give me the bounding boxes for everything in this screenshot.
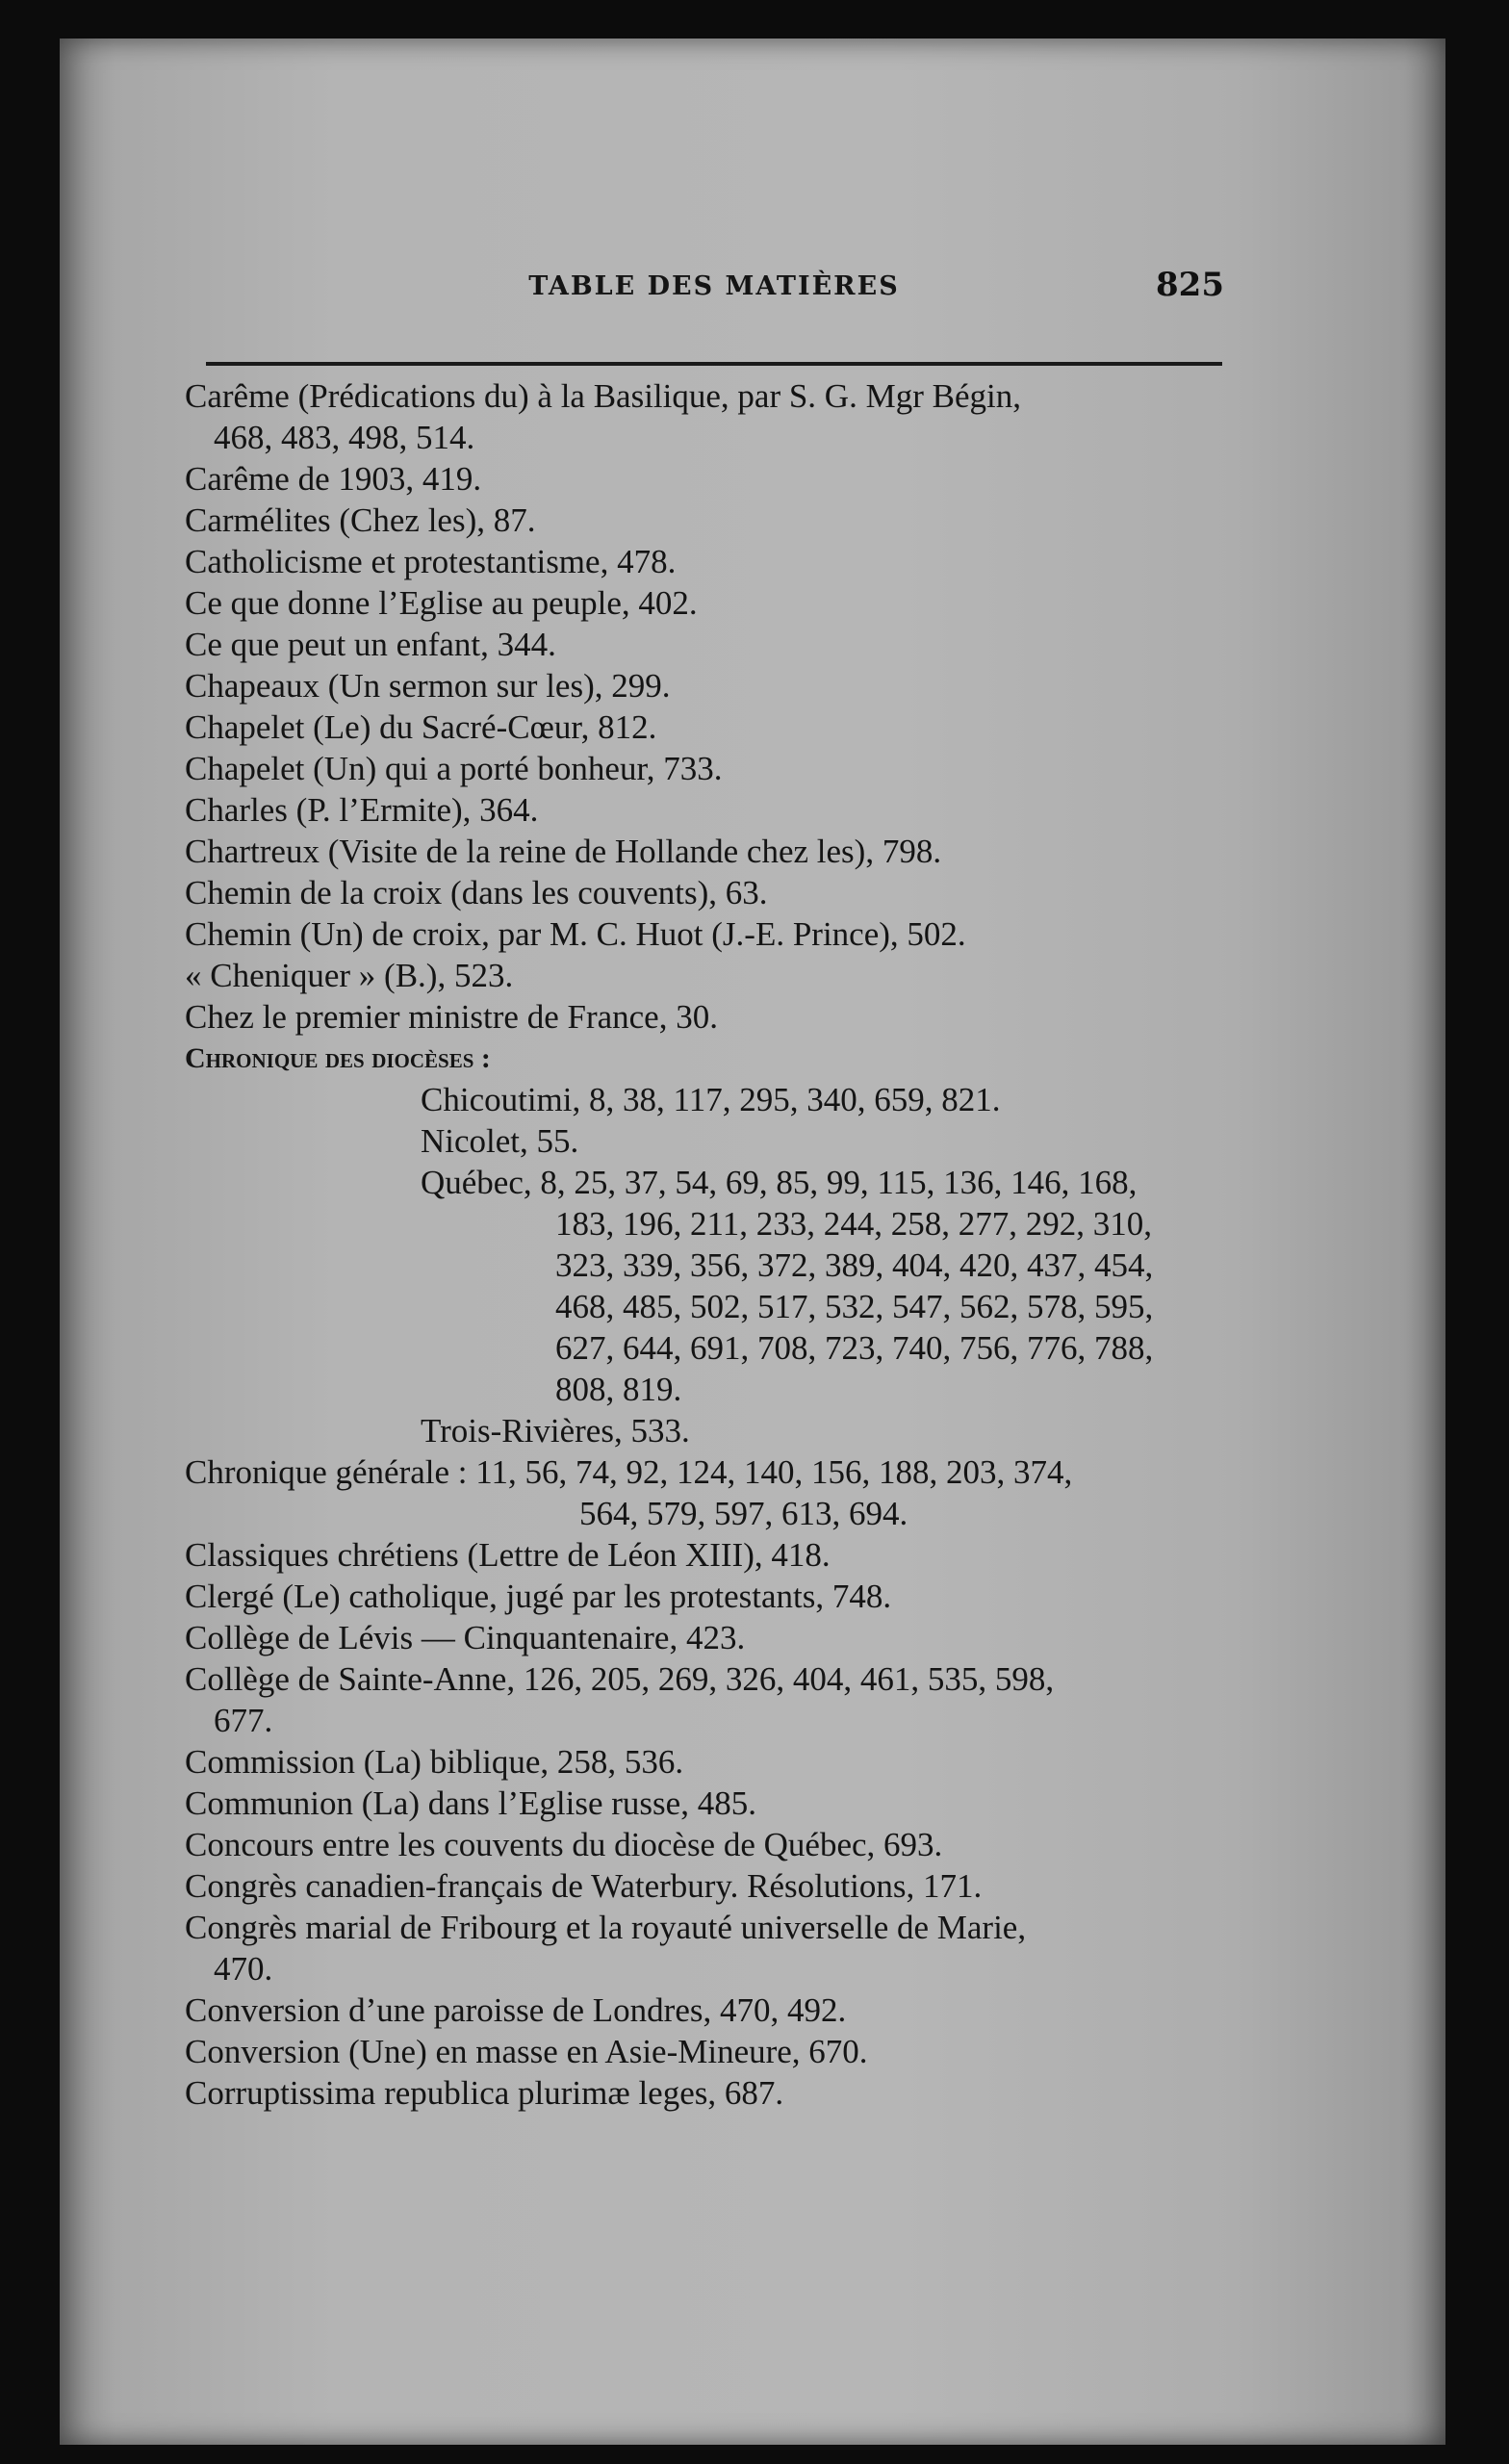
index-entry: Congrès canadien-français de Waterbury. Résolutions, 171. xyxy=(185,1867,983,1905)
running-title: TABLE DES MATIÈRES xyxy=(528,271,900,301)
page-number: 825 xyxy=(1156,266,1224,304)
index-entry: Chez le premier ministre de France, 30. xyxy=(185,998,718,1036)
index-entry: Chapeaux (Un sermon sur les), 299. xyxy=(185,667,671,705)
header-rule xyxy=(206,362,1222,366)
index-entry: Chronique générale : 11, 56, 74, 92, 124, 140, 156, 188, 203, 374, xyxy=(185,1453,1073,1491)
index-entry: Chapelet (Un) qui a porté bonheur, 733. xyxy=(185,750,723,787)
index-entry: 808, 819. xyxy=(555,1371,682,1408)
page-header xyxy=(204,262,1224,320)
index-entry: Catholicisme et protestantisme, 478. xyxy=(185,543,677,580)
index-entry: Trois-Rivières, 533. xyxy=(421,1412,690,1450)
index-entry: Chapelet (Le) du Sacré-Cœur, 812. xyxy=(185,708,657,746)
index-entry: Corruptissima republica plurimæ leges, 687. xyxy=(185,2074,784,2112)
index-entry: 183, 196, 211, 233, 244, 258, 277, 292, 310, xyxy=(555,1205,1152,1243)
index-entry: 470. xyxy=(214,1950,273,1988)
index-entry: Carême (Prédications du) à la Basilique, par S. G. Mgr Bégin, xyxy=(185,377,1021,415)
index-entry: Carême de 1903, 419. xyxy=(185,460,482,498)
index-entry: 468, 483, 498, 514. xyxy=(214,419,475,456)
index-entry: Classiques chrétiens (Lettre de Léon XIII), 418. xyxy=(185,1536,831,1574)
index-entry: Carmélites (Chez les), 87. xyxy=(185,501,536,539)
index-entry: Conversion (Une) en masse en Asie-Mineure, 670. xyxy=(185,2033,868,2070)
index-entry: Chemin de la croix (dans les couvents), 63. xyxy=(185,874,768,911)
section-heading: Chronique des diocèses : xyxy=(185,1042,491,1074)
index-entries xyxy=(185,375,1263,2114)
book-page xyxy=(60,38,1445,2445)
index-entry: Charles (P. l’Ermite), 364. xyxy=(185,791,539,829)
index-entry: Concours entre les couvents du diocèse de Québec, 693. xyxy=(185,1826,943,1863)
index-entry: 564, 579, 597, 613, 694. xyxy=(579,1495,908,1532)
index-entry: Chemin (Un) de croix, par M. C. Huot (J.-E. Prince), 502. xyxy=(185,915,966,953)
index-entry: Collège de Lévis — Cinquantenaire, 423. xyxy=(185,1619,746,1656)
index-entry: Chartreux (Visite de la reine de Hollande chez les), 798. xyxy=(185,833,942,870)
index-entry: Clergé (Le) catholique, jugé par les protestants, 748. xyxy=(185,1578,892,1615)
index-entry: 323, 339, 356, 372, 389, 404, 420, 437, 454, xyxy=(555,1246,1154,1284)
index-entry: 627, 644, 691, 708, 723, 740, 756, 776, 788, xyxy=(555,1329,1154,1367)
index-entry: Ce que donne l’Eglise au peuple, 402. xyxy=(185,584,698,622)
index-entry: Commission (La) biblique, 258, 536. xyxy=(185,1743,684,1781)
index-entry: 677. xyxy=(214,1702,273,1739)
index-entry: Collège de Sainte-Anne, 126, 205, 269, 326, 404, 461, 535, 598, xyxy=(185,1660,1055,1698)
index-entry: 468, 485, 502, 517, 532, 547, 562, 578, 595, xyxy=(555,1288,1154,1325)
index-entry: Chicoutimi, 8, 38, 117, 295, 340, 659, 821. xyxy=(421,1081,1001,1118)
index-entry: Communion (La) dans l’Eglise russe, 485. xyxy=(185,1784,756,1822)
index-entry: Ce que peut un enfant, 344. xyxy=(185,626,556,663)
index-entry: Nicolet, 55. xyxy=(421,1122,579,1160)
index-entry: Conversion d’une paroisse de Londres, 470, 492. xyxy=(185,1991,847,2029)
index-entry: « Cheniquer » (B.), 523. xyxy=(185,957,514,994)
index-entry: Québec, 8, 25, 37, 54, 69, 85, 99, 115, 136, 146, 168, xyxy=(421,1164,1138,1201)
index-entry: Congrès marial de Fribourg et la royauté universelle de Marie, xyxy=(185,1909,1027,1946)
